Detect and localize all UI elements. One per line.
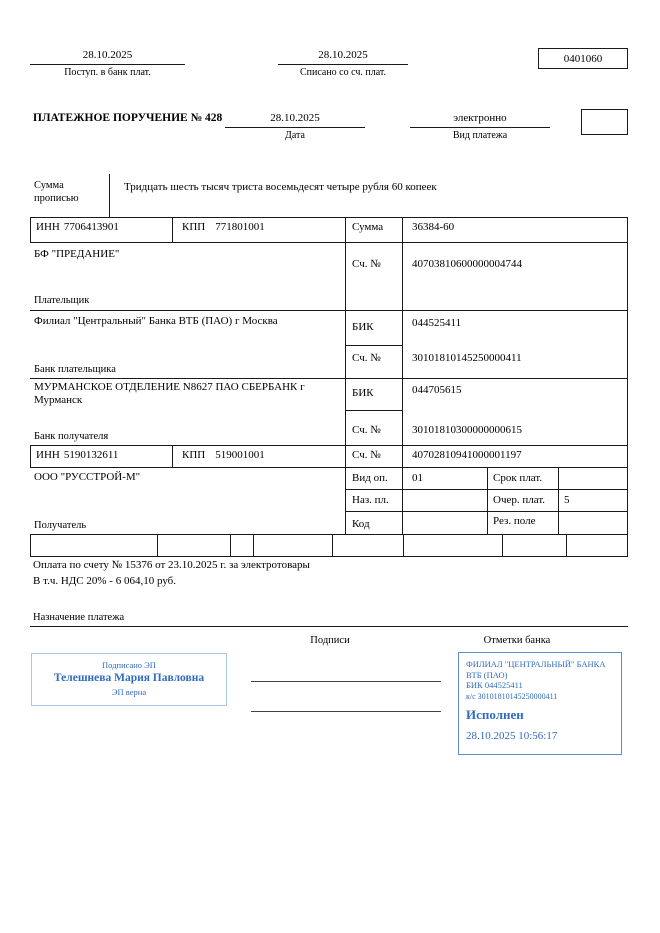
payer-bank-bik-label: БИК [352, 321, 374, 333]
payer-section-label: Плательщик [34, 295, 90, 306]
ocher-plat-value: 5 [564, 494, 570, 506]
grid-line [30, 217, 31, 242]
grid-line [30, 445, 31, 467]
bank-stamp-bank-name: ФИЛИАЛ "ЦЕНТРАЛЬНЫЙ" БАНКА ВТБ (ПАО) [466, 659, 606, 680]
signature-stamp-bottom: ЭП верна [111, 687, 147, 697]
payer-account-value: 40703810600000004744 [412, 258, 522, 270]
naz-pl-label: Наз. пл. [352, 494, 389, 506]
doc-date-field [225, 112, 365, 142]
beneficiary-name: ООО "РУССТРОЙ-М" [34, 471, 141, 483]
grid-line [502, 534, 503, 556]
grid-line [403, 534, 404, 556]
payer-kpp-value: 771801001 [215, 221, 265, 233]
sum-value: 36384-60 [412, 221, 455, 233]
received-date-field [30, 49, 185, 79]
grid-line [30, 626, 628, 627]
ocher-plat-label: Очер. плат. [493, 494, 546, 506]
bank-stamp-status: Исполнен [466, 707, 524, 722]
amount-words-label: Сумма прописью [34, 180, 79, 204]
payer-bank-account-label: Сч. № [352, 352, 381, 364]
payer-inn-value: 7706413901 [63, 221, 119, 233]
beneficiary-bank-bik-label: БИК [352, 387, 374, 399]
amount-words-value: Тридцать шесть тысяч триста восемьдесят четыре рубля 60 копеек [124, 181, 437, 193]
bank-stamp-bik: БИК 044525411 [466, 680, 523, 690]
doc-date-label: Дата [285, 130, 305, 141]
payer-account-label: Сч. № [352, 258, 381, 270]
signatures-label: Подписи [310, 635, 350, 646]
grid-line [109, 174, 110, 217]
bank-stamp [458, 652, 622, 755]
status-code-box [581, 109, 628, 135]
grid-line [566, 534, 567, 556]
document-title: ПЛАТЕЖНОЕ ПОРУЧЕНИЕ № 428 [33, 112, 223, 124]
payer-bank-name: Филиал "Центральный" Банка ВТБ (ПАО) г Москва [34, 315, 278, 327]
beneficiary-inn-cell [36, 449, 118, 462]
signature-stamp-top: Подписано ЭП [102, 660, 156, 670]
beneficiary-section-label: Получатель [34, 520, 87, 531]
grid-line [30, 445, 628, 446]
bank-stamp-datetime: 28.10.2025 10:56:17 [466, 730, 558, 742]
bank-marks-label: Отметки банка [483, 635, 551, 646]
signature-line [251, 681, 441, 682]
payment-kind-label: Вид платежа [452, 130, 508, 141]
beneficiary-bank-account-label: Сч. № [352, 424, 381, 436]
signature-stamp [31, 653, 227, 706]
grid-line [157, 534, 158, 556]
vid-op-label: Вид оп. [352, 472, 388, 484]
bank-stamp-corr-account: к/с 30101810145250000411 [466, 692, 558, 701]
grid-line [30, 242, 628, 243]
doc-date-value: 28.10.2025 [225, 112, 365, 128]
payer-name: БФ "ПРЕДАНИЕ" [34, 248, 120, 260]
payment-kind-value: электронно [410, 112, 550, 128]
beneficiary-bank-name: МУРМАНСКОЕ ОТДЕЛЕНИЕ N8627 ПАО СБЕРБАНК г Мурманск [34, 381, 305, 406]
beneficiary-kpp-cell [182, 449, 265, 462]
grid-line [30, 217, 628, 218]
grid-line [253, 534, 254, 556]
payment-table [30, 174, 628, 556]
grid-line [345, 217, 346, 534]
purpose-section-label: Назначение платежа [33, 612, 125, 623]
payer-inn-cell [36, 221, 119, 234]
beneficiary-bank-section-label: Банк получателя [34, 431, 109, 442]
grid-line [30, 556, 628, 557]
beneficiary-account-value: 40702810941000001197 [412, 449, 522, 461]
payer-bank-account-value: 30101810145250000411 [412, 352, 522, 364]
grid-line [627, 217, 628, 556]
beneficiary-kpp-value: 519001001 [215, 449, 265, 461]
sum-label: Сумма [352, 221, 384, 233]
payer-bank-bik-value: 044525411 [412, 317, 462, 329]
grid-line [558, 467, 559, 534]
grid-line [487, 467, 488, 534]
purpose-line-1: Оплата по счету № 15376 от 23.10.2025 г. за электротовары [33, 559, 310, 571]
grid-line [402, 217, 403, 534]
grid-line [172, 217, 173, 242]
grid-line [332, 534, 333, 556]
payer-kpp-cell [182, 221, 265, 234]
signature-line [251, 711, 441, 712]
payment-kind-field [410, 112, 550, 142]
beneficiary-kpp-label: КПП [182, 449, 206, 461]
grid-line [30, 378, 628, 379]
payer-inn-label: ИНН [36, 221, 60, 233]
grid-line [30, 467, 628, 468]
debited-date-value: 28.10.2025 [278, 49, 408, 65]
signature-stamp-name: Телешнева Мария Павловна [53, 672, 205, 684]
received-date-label: Поступ. в банк плат. [64, 67, 151, 78]
purpose-line-2: В т.ч. НДС 20% - 6 064,10 руб. [33, 575, 177, 587]
payer-kpp-label: КПП [182, 221, 206, 233]
beneficiary-account-label: Сч. № [352, 449, 381, 461]
grid-line [30, 310, 628, 311]
vid-op-value: 01 [412, 472, 423, 484]
grid-line [345, 345, 402, 346]
grid-line [230, 534, 231, 556]
grid-line [345, 410, 402, 411]
debited-date-field [278, 49, 408, 79]
received-date-value: 28.10.2025 [30, 49, 185, 65]
beneficiary-inn-value: 5190132611 [63, 449, 119, 461]
form-code-box: 0401060 [538, 48, 628, 69]
rez-pole-label: Рез. поле [493, 515, 536, 527]
kod-label: Код [352, 518, 370, 530]
beneficiary-bank-account-value: 30101810300000000615 [412, 424, 522, 436]
payer-bank-section-label: Банк плательщика [34, 364, 116, 375]
grid-line [30, 534, 628, 535]
beneficiary-bank-bik-value: 044705615 [412, 384, 462, 396]
grid-line [30, 534, 31, 556]
debited-date-label: Списано со сч. плат. [299, 67, 387, 78]
srok-plat-label: Срок плат. [493, 472, 543, 484]
beneficiary-inn-label: ИНН [36, 449, 60, 461]
grid-line [172, 445, 173, 467]
